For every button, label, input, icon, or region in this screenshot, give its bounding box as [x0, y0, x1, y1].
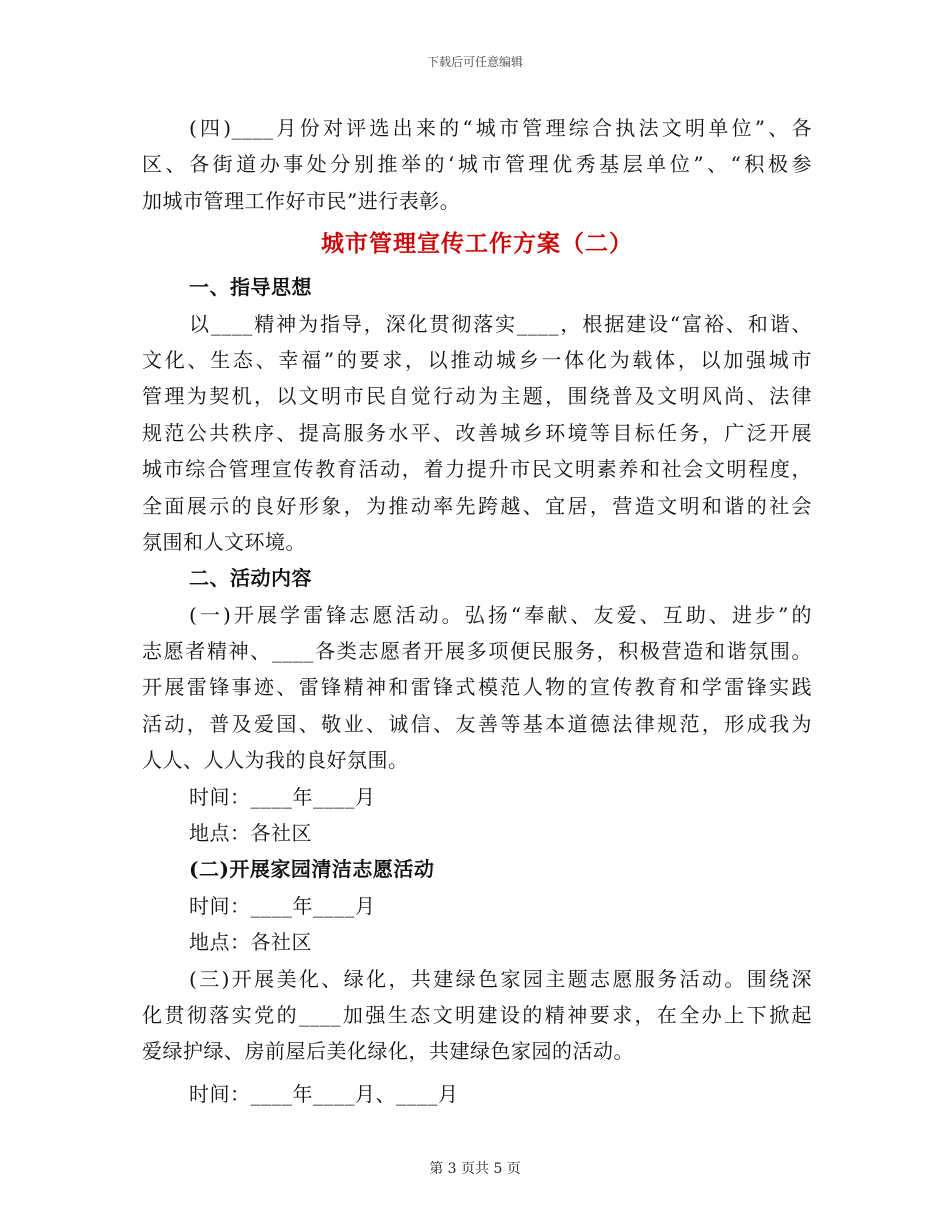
page-header: 下载后可任意编辑: [426, 55, 523, 69]
previous-section-paragraph: [142, 110, 812, 219]
paragraph-line: 开展雷锋事迹、雷锋精神和雷锋式模范人物的宣传教育和学雷锋实践: [142, 675, 812, 700]
paragraph-line: 城市综合管理宣传教育活动，着力提升市民文明素养和社会文明程度，: [142, 457, 812, 482]
activity-item-3: [142, 961, 812, 1113]
paragraph-line: 活动，普及爱国、敬业、诚信、友善等基本道德法律规范，形成我为: [142, 711, 812, 736]
paragraph-line: 氛围和人文环境。: [142, 529, 306, 554]
activity-place: 地点：各社区: [189, 821, 312, 846]
paragraph-line: 志愿者精神、____各类志愿者开展多项便民服务，积极营造和谐氛围。: [142, 639, 812, 664]
paragraph-line: (一)开展学雷锋志愿活动。弘扬“奉献、友爱、互助、进步”的: [189, 602, 812, 627]
paragraph-line: 化贯彻落实党的____加强生态文明建设的精神要求，在全办上下掀起: [142, 1002, 812, 1027]
paragraph-line: 管理为契机，以文明市民自觉行动为主题，围绕普及文明风尚、法律: [142, 384, 812, 409]
activity-item-2: [142, 851, 812, 960]
paragraph-line: 加城市管理工作好市民”进行表彰。: [142, 188, 461, 213]
paragraph-line: (四)____月份对评选出来的“城市管理综合执法文明单位”、各: [189, 116, 812, 140]
section-heading-guiding-ideology: 一、指导思想: [189, 275, 312, 300]
paragraph-line: 人人、人人为我的良好氛围。: [142, 748, 409, 773]
page-footer: 第 3 页共 5 页: [429, 1161, 521, 1177]
paragraph-line: 以____精神为指导，深化贯彻落实____，根据建设“富裕、和谐、: [189, 311, 812, 336]
activity-place: 地点：各社区: [189, 930, 312, 955]
activity-time: 时间：____年____月、____月: [189, 1081, 459, 1106]
activity-time: 时间：____年____月: [189, 893, 376, 918]
paragraph-line: 规范公共秩序、提高服务水平、改善城乡环境等目标任务，广泛开展: [142, 420, 812, 445]
section-heading-activity-content: 二、活动内容: [189, 566, 312, 591]
guiding-ideology-paragraph: [142, 306, 812, 561]
activity-time: 时间：____年____月: [189, 784, 376, 809]
document-body: [142, 110, 812, 1112]
paragraph-line: (三)开展美化、绿化，共建绿色家园主题志愿服务活动。围绕深: [189, 966, 812, 991]
activity-item-heading: (二)开展家园清洁志愿活动: [189, 857, 435, 882]
document-title: 城市管理宣传工作方案（二）: [321, 230, 633, 258]
paragraph-line: 文化、生态、幸福”的要求，以推动城乡一体化为载体，以加强城市: [142, 347, 812, 372]
paragraph-line: 区、各街道办事处分别推举的‘城市管理优秀基层单位”、“积极参: [142, 152, 812, 177]
activity-item-1: [142, 597, 812, 852]
paragraph-line: 全面展示的良好形象，为推动率先跨越、宜居，营造文明和谐的社会: [142, 493, 812, 518]
paragraph-line: 爱绿护绿、房前屋后美化绿化，共建绿色家园的活动。: [142, 1039, 634, 1064]
